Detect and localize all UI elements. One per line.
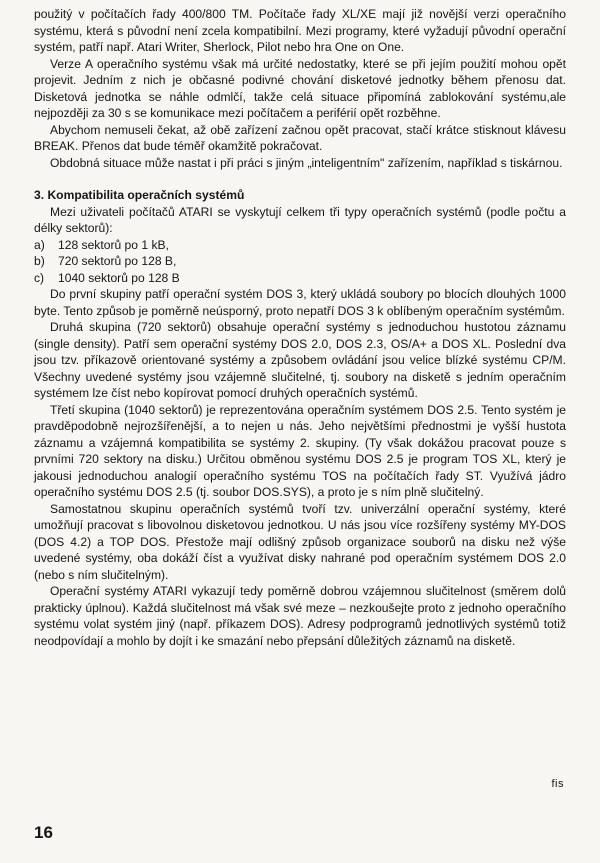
paragraph-universal-os: Samostatnou skupinu operačních systémů tvoří tzv. univerzální operační systémy, které umožňují pracovat s libovolnou disketovou jednotkou. U nás jsou více rozšířeny systémy MY-DOS (DOS 4.2) a TOP DOS. Přestože mají odlišný způsob organizace souborů na disku než výše uvedené systémy, oba dokáží číst a využívat disky nahrané pod operačním systémem DOS 2.0 (nebo s ním slučitelným). [34, 501, 566, 582]
paragraph-group-one: Do první skupiny patří operační systém DOS 3, který ukládá soubory po blocích dlouhých 1000 byte. Tento způsob je poměrně neúsporný, proto nepatří DOS 3 k oblíbeným operačním systémům. [34, 287, 566, 318]
list-item [34, 237, 566, 254]
paragraph-types-intro: Mezi uživateli počítačů ATARI se vyskytují celkem tři typy operačních systémů (podle počtu a délky sektorů): [34, 204, 566, 235]
page-number: 16 [34, 823, 53, 842]
list-marker: b) [34, 254, 45, 268]
list-text: 128 sektorů po 1 kB, [58, 237, 169, 252]
paragraph-break-key: Abychom nemuseli čekat, až obě zařízení začnou opět pracovat, stačí krátce stisknout klávesu BREAK. Přenos dat bude téměř okamžitě pokračovat. [34, 122, 566, 153]
author-signature: fis [551, 778, 564, 790]
list-text: 1040 sektorů po 128 B [58, 270, 180, 285]
list-item [34, 270, 566, 287]
paragraph-compatibility: Operační systémy ATARI vykazují tedy poměrně dobrou vzájemnou slučitelnost (směrem dolů prakticky úplnou). Každá slučitelnost má však své meze – nezkoušejte proto z jednoho operačního systému volat systém jiný (např. příkazem DOS). Adresy podprogramů jednotlivých systémů totiž neodpovídají a mohlo by dojít i ke smazání nebo přepsání důležitých záznamů na disketě. [34, 584, 566, 648]
paragraph-os-versions: použitý v počítačích řady 400/800 TM. Počítače řady XL/XE mají již novější verzi operačního systému, která s původní není zcela kompatibilní. Mezi programy, které vyžadují původní operační systém, patří např. Atari Writer, Sherlock, Pilot nebo hra One on One. [34, 7, 566, 54]
paragraph-group-two: Druhá skupina (720 sektorů) obsahuje operační systémy s jednoduchou hustotou záznamu (single density). Patří sem operační systémy DOS 2.0, DOS 2.3, OS/A+ a DOS XL. Poslední dva jsou tzv. příkazově orientované systémy a způsobem ovládání jsou velice blízké systému CP/M. Všechny uvedené systémy jsou vzájemně slučitelné, tj. soubory na disketě s jedním operačním systémem lze číst nebo kopírovat pomocí druhých operačních systémů. [34, 320, 566, 400]
sector-list [34, 237, 566, 287]
list-marker: c) [34, 270, 45, 285]
section-heading: 3. Kompatibilita operačních systémů [34, 188, 245, 202]
document-body [34, 6, 566, 649]
list-text: 720 sektorů po 128 B, [58, 254, 177, 268]
paragraph-printer: Obdobná situace může nastat i při práci s jiným „inteligentním" zařízením, například s tiskárnou. [50, 155, 563, 170]
paragraph-group-three: Třetí skupina (1040 sektorů) je reprezentována operačním systémem DOS 2.5. Tento systém je pravděpodobně nejrozšířenější, a to nejen u nás. Jeho největšími přednostmi je vyšší hustota záznamu a vzájemná kompatibilita se systémy 2. skupiny. (Ty však dokážou pracovat pouze s prvními 720 sektory na disku.) Určitou obměnou systému DOS 2.5 je program TOS XL, který je jakousi jednoduchou analogií operačního systému TOS na počítačích řady ST. Využívá jádro operačního systému DOS 2.5 (tj. soubor DOS.SYS), a proto je s ním plně slučitelný. [34, 402, 566, 499]
list-marker: a) [34, 237, 45, 252]
paragraph-version-a: Verze A operačního systému však má určité nedostatky, které se při jejím použití mohou opět projevit. Jedním z nich je občasné podivné chování disketové jednotky během přenosu dat. Disketová jednotka se náhle odmlčí, takže celá situace připomíná zablokování systému,ale nejpozději za 30 s se komunikace mezi počítačem a periférií opět rozběhne. [34, 56, 566, 120]
list-item [34, 253, 566, 270]
